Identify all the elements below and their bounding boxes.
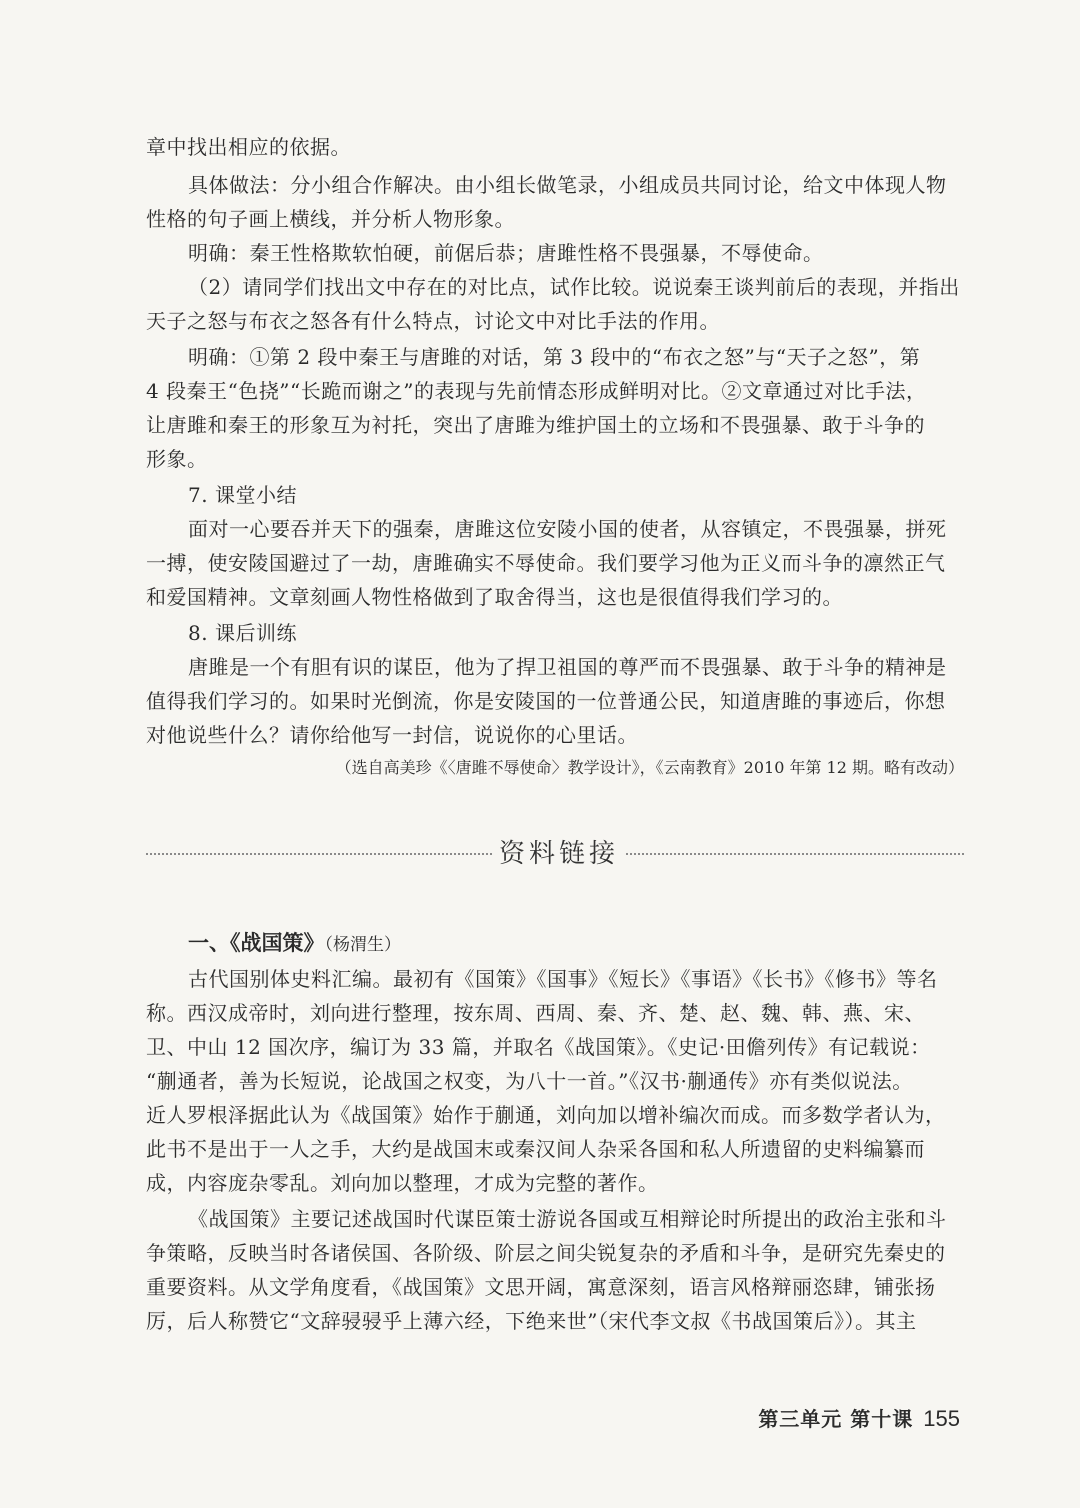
paragraph-line: 让唐雎和秦王的形象互为衬托，突出了唐雎为维护国土的立场和不畏强暴、敢于斗争的 xyxy=(146,413,925,437)
dotted-rule-right xyxy=(626,853,964,855)
entry-heading xyxy=(188,926,401,962)
paragraph-line: 唐雎是一个有胆有识的谋臣，他为了捍卫祖国的尊严而不畏强暴、敢于斗争的精神是 xyxy=(188,655,947,679)
paragraph-line: 近人罗根泽据此认为《战国策》始作于蒯通，刘向加以增补编次而成。而多数学者认为， xyxy=(146,1103,946,1127)
paragraph-line: 面对一心要吞并天下的强秦，唐雎这位安陵小国的使者，从容镇定，不畏强暴，拼死 xyxy=(188,517,947,541)
paragraph-line: 明确：①第 2 段中秦王与唐雎的对话，第 3 段中的“布衣之怒”与“天子之怒”，第 xyxy=(188,345,921,369)
paragraph-line: 明确：秦王性格欺软怕硬，前倨后恭；唐雎性格不畏强暴，不辱使命。 xyxy=(188,241,824,265)
paragraph-line: 《战国策》主要记述战国时代谋臣策士游说各国或互相辩论时所提出的政治主张和斗 xyxy=(188,1207,947,1231)
paragraph-line: 对他说些什么？请你给他写一封信，说说你的心里话。 xyxy=(146,723,638,747)
paragraph-line: 称。西汉成帝时，刘向进行整理，按东周、西周、秦、齐、楚、赵、魏、韩、燕、宋、 xyxy=(146,1001,925,1025)
paragraph-line: 和爱国精神。文章刻画人物性格做到了取舍得当，这也是很值得我们学习的。 xyxy=(146,585,843,609)
page-footer xyxy=(758,1404,960,1434)
source-citation: （选自高美珍《〈唐雎不辱使命〉教学设计》，《云南教育》2010 年第 12 期。略有改动） xyxy=(335,758,964,777)
paragraph-line: “蒯通者，善为长短说，论战国之权变，为八十一首。”《汉书·蒯通传》亦有类似说法。 xyxy=(146,1069,913,1093)
section-subheading: 7. 课堂小结 xyxy=(188,483,297,507)
entry-title: 一、《战国策》 xyxy=(188,930,325,955)
paragraph-line: 此书不是出于一人之手，大约是战国末或秦汉间人杂采各国和私人所遗留的史料编纂而 xyxy=(146,1137,925,1161)
paragraph-line: 古代国别体史料汇编。最初有《国策》《国事》《短长》《事语》《长书》《修书》等名 xyxy=(188,967,938,991)
paragraph-line: 4 段秦王“色挠”“长跪而谢之”的表现与先前情态形成鲜明对比。②文章通过对比手法， xyxy=(146,379,927,403)
paragraph-line: 争策略，反映当时各诸侯国、各阶级、阶层之间尖锐复杂的矛盾和斗争，是研究先秦史的 xyxy=(146,1241,946,1265)
page-number: 155 xyxy=(923,1406,960,1431)
paragraph-line: 一搏，使安陵国避过了一劫，唐雎确实不辱使命。我们要学习他为正义而斗争的凛然正气 xyxy=(146,551,946,575)
paragraph-line: 形象。 xyxy=(146,447,208,471)
unit-label: 第三单元 第十课 xyxy=(758,1407,914,1431)
paragraph-line: 天子之怒与布衣之怒各有什么特点，讨论文中对比手法的作用。 xyxy=(146,309,720,333)
section-subheading: 8. 课后训练 xyxy=(188,621,297,645)
paragraph-line: 成，内容庞杂零乱。刘向加以整理，才成为完整的著作。 xyxy=(146,1171,659,1195)
paragraph-line: 值得我们学习的。如果时光倒流，你是安陵国的一位普通公民，知道唐雎的事迹后，你想 xyxy=(146,689,946,713)
paragraph-line: （2）请同学们找出文中存在的对比点，试作比较。说说秦王谈判前后的表现，并指出 xyxy=(188,275,960,299)
paragraph-line: 章中找出相应的依据。 xyxy=(146,135,351,159)
paragraph-line: 具体做法：分小组合作解决。由小组长做笔录，小组成员共同讨论，给文中体现人物 xyxy=(188,173,947,197)
paragraph-line: 卫、中山 12 国次序，编订为 33 篇，并取名《战国策》。《史记·田儋列传》有记载说： xyxy=(146,1035,931,1059)
section-divider xyxy=(146,834,964,874)
paragraph-line: 厉，后人称赞它“文辞骎骎乎上薄六经，下绝来世”（宋代李文叔《书战国策后》）。其主 xyxy=(146,1309,917,1333)
section-title: 资料链接 xyxy=(498,839,619,869)
dotted-rule-left xyxy=(146,853,492,855)
paragraph-line: 性格的句子画上横线，并分析人物形象。 xyxy=(146,207,515,231)
entry-author: （杨渭生） xyxy=(324,935,401,955)
paragraph-line: 重要资料。从文学角度看，《战国策》文思开阔，寓意深刻，语言风格辩丽恣肆，铺张扬 xyxy=(146,1275,936,1299)
